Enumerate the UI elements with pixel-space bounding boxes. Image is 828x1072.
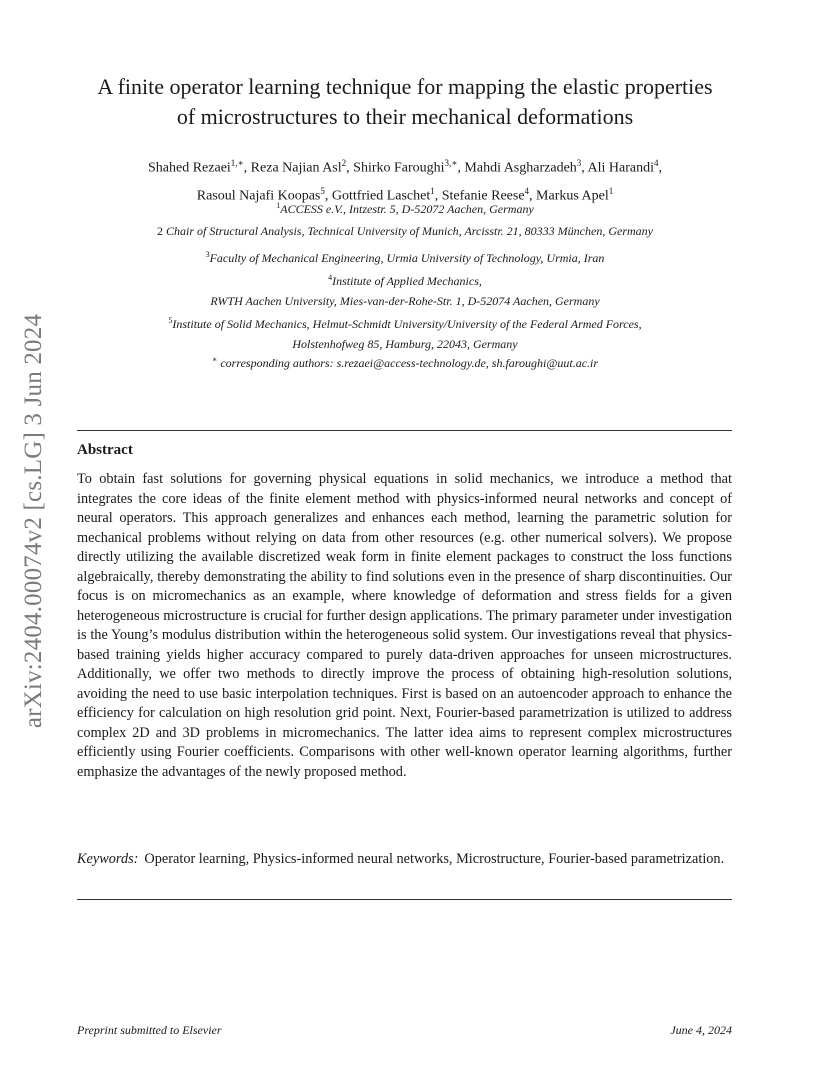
affiliation-marker: 2 [157, 224, 167, 238]
keywords [77, 850, 732, 870]
affiliation-text: ACCESS e.V., Intzestr. 5, D-52072 Aachen, Germany [280, 202, 534, 216]
author-affil-marker: 5 [320, 185, 325, 196]
author-affil-marker: 1 [608, 185, 614, 196]
affiliation-text: RWTH Aachen University, Mies-van-der-Rohe-Str. 1, D-52074 Aachen, Germany [210, 294, 600, 308]
keywords-text: Operator learning, Physics-informed neural networks, Microstructure, Fourier-based parametrization. [144, 851, 725, 867]
affiliation-5 [60, 311, 750, 354]
arxiv-sidebar-stamp [14, 286, 54, 756]
arxiv-identifier: arXiv:2404.00074v2 [cs.LG] 3 Jun 2024 [20, 313, 48, 729]
corresponding-text: corresponding authors: s.rezaei@access-technology.de, sh.faroughi@uut.ac.ir [220, 356, 599, 370]
affiliation-marker: 4 [328, 273, 333, 282]
corresponding-authors [60, 350, 750, 373]
author-name: Shirko Faroughi [353, 160, 445, 176]
affiliation-1 [60, 196, 750, 219]
affiliation-marker: 1 [276, 201, 281, 210]
author-affil-marker: 1 [430, 185, 435, 196]
author-name: Mahdi Asgharzadeh [464, 160, 577, 176]
affiliation-3 [60, 245, 750, 268]
author-affil-marker: 4 [654, 158, 659, 168]
keywords-label: Keywords: [77, 851, 139, 867]
author-affil-marker: 3 [576, 158, 582, 168]
footer-preprint-note: Preprint submitted to Elsevier [77, 1023, 222, 1037]
title-line-1: A finite operator learning technique for mapping the elastic properties [97, 74, 713, 99]
author-name: Stefanie Reese [441, 188, 525, 204]
affiliation-text: Institute of Applied Mechanics, [332, 274, 482, 288]
affiliation-marker: 5 [168, 316, 173, 325]
affiliation-2 [60, 221, 750, 241]
author-affil-marker: 3,∗ [444, 158, 458, 168]
author-name: Shahed Rezaei [148, 160, 231, 176]
author-name: Gottfried Laschet [331, 188, 431, 204]
author-line-1: Shahed Rezaei$^{1,∗}$, Reza Najian Asl$^2$, Shirko Faroughi$^{3,∗}$, Mahdi Asgharzadeh$^3$, Ali Harandi$^4$, [148, 158, 662, 176]
author-line-2: Rasoul Najafi Koopas$^5$, Gottfried Laschet$^1$, Stefanie Reese$^4$, Markus Apel$^1$ [196, 185, 614, 204]
affiliation-text: Faculty of Mechanical Engineering, Urmia University of Technology, Urmia, Iran [209, 251, 605, 265]
affiliation-text: Chair of Structural Analysis, Technical University of Munich, Arcisstr. 21, 80333 München, Germany [166, 224, 653, 238]
paper-title [60, 72, 750, 132]
abstract-body: To obtain fast solutions for governing physical equations in solid mechanics, we introduce a method that integrates the core ideas of the finite element method with physics-informed neural networks and concept of neural operators. This approach generalizes and enhances each method, learning the parametric solution for mechanical problems without relying on data from other resources (e.g. other numerical solvers). We propose directly utilizing the available discretized weak form in finite element packages to construct the loss functions algebraically, thereby demonstrating the ability to find solutions even in the presence of sharp discontinuities. Our focus is on micromechanics as an example, where knowledge of deformation and stress fields for a given heterogeneous microstructure is crucial for further design applications. The primary parameter under investigation is the Young’s modulus distribution within the heterogeneous solid system. Our investigations reveal that physics-based training yields higher accuracy compared to purely data-driven approaches for unseen microstructures. Additionally, we offer two methods to directly improve the process of obtaining high-resolution solutions, avoiding the need to use basic interpolation techniques. First is based on an autoencoder approach to enhance the efficiency for calculation on high resolution grid point. Next, Fourier-based parametrization is utilized to address complex 2D and 3D problems in micromechanics. The latter idea aims to represent complex microstructures efficiently using Fourier coefficients. Comparisons with other well-known operator learning algorithms, further emphasize the advantages of the newly proposed method. [77, 471, 732, 780]
abstract-heading: Abstract [77, 442, 133, 458]
author-name: Reza Najian Asl [250, 160, 342, 176]
abstract-bottom-rule [77, 899, 732, 900]
author-affil-marker: 4 [524, 185, 530, 196]
corresponding-marker: ∗ [211, 355, 218, 364]
footer-date: June 4, 2024 [670, 1023, 732, 1037]
title-line-2: of microstructures to their mechanical deformations [176, 104, 634, 129]
author-name: Rasoul Najafi Koopas [196, 188, 321, 204]
affiliation-marker: 3 [205, 250, 210, 259]
author-name: Markus Apel [536, 188, 609, 204]
author-name: Ali Harandi [587, 160, 654, 176]
affiliation-text: Holstenhofweg 85, Hamburg, 22043, Germany [292, 337, 518, 351]
author-affil-marker: 1,∗ [230, 158, 244, 168]
affiliation-text: Institute of Solid Mechanics, Helmut-Schmidt University/University of the Federal Armed Forces, [172, 317, 642, 331]
affiliation-4 [60, 268, 750, 311]
abstract-top-rule [77, 430, 732, 431]
author-affil-marker: 2 [341, 158, 347, 168]
